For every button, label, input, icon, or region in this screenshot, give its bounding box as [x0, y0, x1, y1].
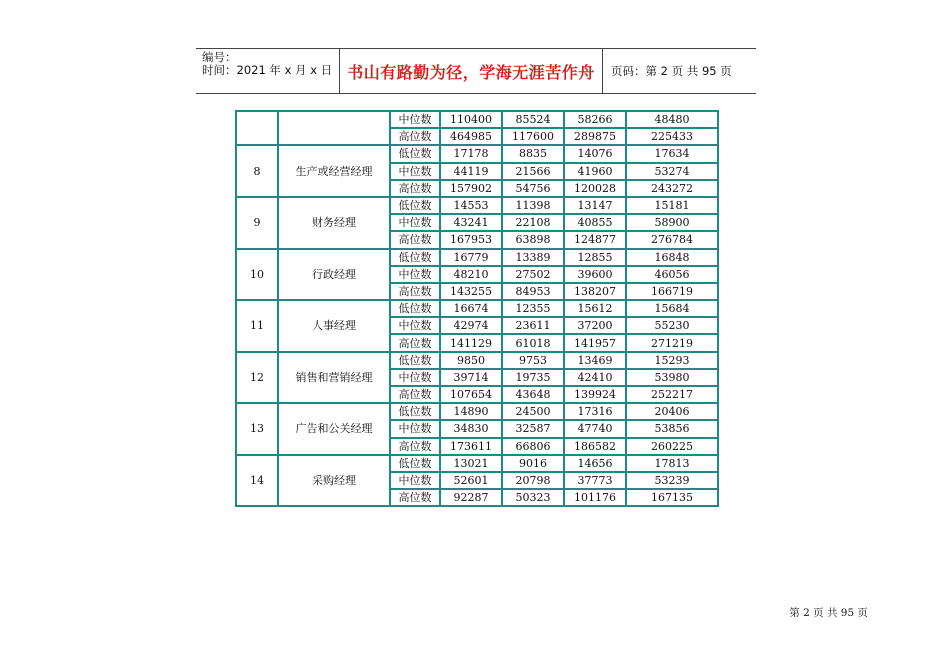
level-cell: 高位数: [390, 386, 440, 403]
level-cell: 低位数: [390, 145, 440, 162]
value-cell: 107654: [440, 386, 502, 403]
value-cell: 15684: [626, 300, 718, 317]
value-cell: 39714: [440, 369, 502, 386]
value-cell: 141957: [564, 334, 626, 351]
position-name-cell: 采购经理: [278, 455, 390, 507]
value-cell: 173611: [440, 438, 502, 455]
value-cell: 14656: [564, 455, 626, 472]
value-cell: 252217: [626, 386, 718, 403]
value-cell: 271219: [626, 334, 718, 351]
value-cell: 53980: [626, 369, 718, 386]
level-cell: 中位数: [390, 266, 440, 283]
value-cell: 17316: [564, 403, 626, 420]
value-cell: 117600: [502, 128, 564, 145]
value-cell: 289875: [564, 128, 626, 145]
value-cell: 22108: [502, 214, 564, 231]
value-cell: 141129: [440, 334, 502, 351]
value-cell: 8835: [502, 145, 564, 162]
slogan-text: 书山有路勤为径，学海无涯苦作舟: [340, 49, 603, 93]
value-cell: 17178: [440, 145, 502, 162]
value-cell: 43241: [440, 214, 502, 231]
level-cell: 高位数: [390, 489, 440, 506]
row-number-cell: [236, 111, 278, 145]
value-cell: 58900: [626, 214, 718, 231]
value-cell: 20798: [502, 472, 564, 489]
level-cell: 中位数: [390, 317, 440, 334]
value-cell: 44119: [440, 163, 502, 180]
value-cell: 63898: [502, 231, 564, 248]
value-cell: 23611: [502, 317, 564, 334]
value-cell: 19735: [502, 369, 564, 386]
value-cell: 39600: [564, 266, 626, 283]
value-cell: 14553: [440, 197, 502, 214]
level-cell: 高位数: [390, 438, 440, 455]
value-cell: 48210: [440, 266, 502, 283]
position-name-cell: [278, 111, 390, 145]
value-cell: 167135: [626, 489, 718, 506]
value-cell: 42410: [564, 369, 626, 386]
row-number-cell: 12: [236, 352, 278, 404]
row-number-cell: 11: [236, 300, 278, 352]
value-cell: 92287: [440, 489, 502, 506]
value-cell: 84953: [502, 283, 564, 300]
date-label: 时间：2021 年 x 月 x 日: [202, 63, 333, 77]
table-row: [236, 403, 718, 420]
value-cell: 24500: [502, 403, 564, 420]
value-cell: 9016: [502, 455, 564, 472]
value-cell: 464985: [440, 128, 502, 145]
level-cell: 低位数: [390, 455, 440, 472]
value-cell: 85524: [502, 111, 564, 128]
value-cell: 110400: [440, 111, 502, 128]
value-cell: 14890: [440, 403, 502, 420]
value-cell: 16848: [626, 249, 718, 266]
value-cell: 243272: [626, 180, 718, 197]
position-name-cell: 行政经理: [278, 249, 390, 301]
value-cell: 13021: [440, 455, 502, 472]
level-cell: 中位数: [390, 163, 440, 180]
value-cell: 120028: [564, 180, 626, 197]
value-cell: 66806: [502, 438, 564, 455]
value-cell: 50323: [502, 489, 564, 506]
value-cell: 16674: [440, 300, 502, 317]
value-cell: 21566: [502, 163, 564, 180]
value-cell: 17813: [626, 455, 718, 472]
value-cell: 17634: [626, 145, 718, 162]
header-page-info: 页码：第 2 页 共 95 页: [611, 64, 732, 78]
position-name-cell: 财务经理: [278, 197, 390, 249]
level-cell: 中位数: [390, 369, 440, 386]
value-cell: 13469: [564, 352, 626, 369]
position-name-cell: 销售和营销经理: [278, 352, 390, 404]
value-cell: 124877: [564, 231, 626, 248]
value-cell: 15181: [626, 197, 718, 214]
table-row: [236, 197, 718, 214]
value-cell: 13389: [502, 249, 564, 266]
level-cell: 高位数: [390, 231, 440, 248]
value-cell: 12355: [502, 300, 564, 317]
value-cell: 42974: [440, 317, 502, 334]
level-cell: 中位数: [390, 214, 440, 231]
position-name-cell: 生产或经营经理: [278, 145, 390, 197]
value-cell: 15612: [564, 300, 626, 317]
value-cell: 53856: [626, 420, 718, 437]
value-cell: 9850: [440, 352, 502, 369]
value-cell: 41960: [564, 163, 626, 180]
table-row: [236, 300, 718, 317]
value-cell: 139924: [564, 386, 626, 403]
level-cell: 中位数: [390, 472, 440, 489]
value-cell: 54756: [502, 180, 564, 197]
value-cell: 13147: [564, 197, 626, 214]
value-cell: 143255: [440, 283, 502, 300]
value-cell: 166719: [626, 283, 718, 300]
value-cell: 276784: [626, 231, 718, 248]
value-cell: 53274: [626, 163, 718, 180]
position-name-cell: 广告和公关经理: [278, 403, 390, 455]
row-number-cell: 8: [236, 145, 278, 197]
level-cell: 低位数: [390, 352, 440, 369]
row-number-cell: 14: [236, 455, 278, 507]
value-cell: 32587: [502, 420, 564, 437]
value-cell: 46056: [626, 266, 718, 283]
value-cell: 47740: [564, 420, 626, 437]
value-cell: 43648: [502, 386, 564, 403]
value-cell: 40855: [564, 214, 626, 231]
value-cell: 101176: [564, 489, 626, 506]
value-cell: 138207: [564, 283, 626, 300]
page-header: [196, 48, 756, 94]
value-cell: 53239: [626, 472, 718, 489]
value-cell: 34830: [440, 420, 502, 437]
value-cell: 12855: [564, 249, 626, 266]
row-number-cell: 10: [236, 249, 278, 301]
level-cell: 中位数: [390, 420, 440, 437]
footer-page-number: 第 2 页 共 95 页: [789, 607, 868, 619]
level-cell: 高位数: [390, 283, 440, 300]
value-cell: 20406: [626, 403, 718, 420]
level-cell: 低位数: [390, 197, 440, 214]
level-cell: 低位数: [390, 249, 440, 266]
value-cell: 9753: [502, 352, 564, 369]
value-cell: 52601: [440, 472, 502, 489]
value-cell: 37200: [564, 317, 626, 334]
value-cell: 16779: [440, 249, 502, 266]
salary-table: [235, 110, 719, 507]
value-cell: 37773: [564, 472, 626, 489]
value-cell: 61018: [502, 334, 564, 351]
value-cell: 58266: [564, 111, 626, 128]
value-cell: 167953: [440, 231, 502, 248]
value-cell: 186582: [564, 438, 626, 455]
value-cell: 55230: [626, 317, 718, 334]
header-info-cell: [196, 49, 340, 93]
value-cell: 27502: [502, 266, 564, 283]
table-row: [236, 455, 718, 472]
position-name-cell: 人事经理: [278, 300, 390, 352]
value-cell: 11398: [502, 197, 564, 214]
value-cell: 260225: [626, 438, 718, 455]
table-row: [236, 111, 718, 128]
level-cell: 高位数: [390, 334, 440, 351]
serial-number-label: 编号：: [202, 50, 237, 64]
table-row: [236, 352, 718, 369]
table-row: [236, 249, 718, 266]
level-cell: 低位数: [390, 403, 440, 420]
salary-table-body: [236, 111, 718, 506]
level-cell: 低位数: [390, 300, 440, 317]
level-cell: 高位数: [390, 128, 440, 145]
level-cell: 高位数: [390, 180, 440, 197]
value-cell: 157902: [440, 180, 502, 197]
row-number-cell: 13: [236, 403, 278, 455]
value-cell: 14076: [564, 145, 626, 162]
row-number-cell: 9: [236, 197, 278, 249]
table-row: [236, 145, 718, 162]
value-cell: 225433: [626, 128, 718, 145]
value-cell: 15293: [626, 352, 718, 369]
level-cell: 中位数: [390, 111, 440, 128]
value-cell: 48480: [626, 111, 718, 128]
